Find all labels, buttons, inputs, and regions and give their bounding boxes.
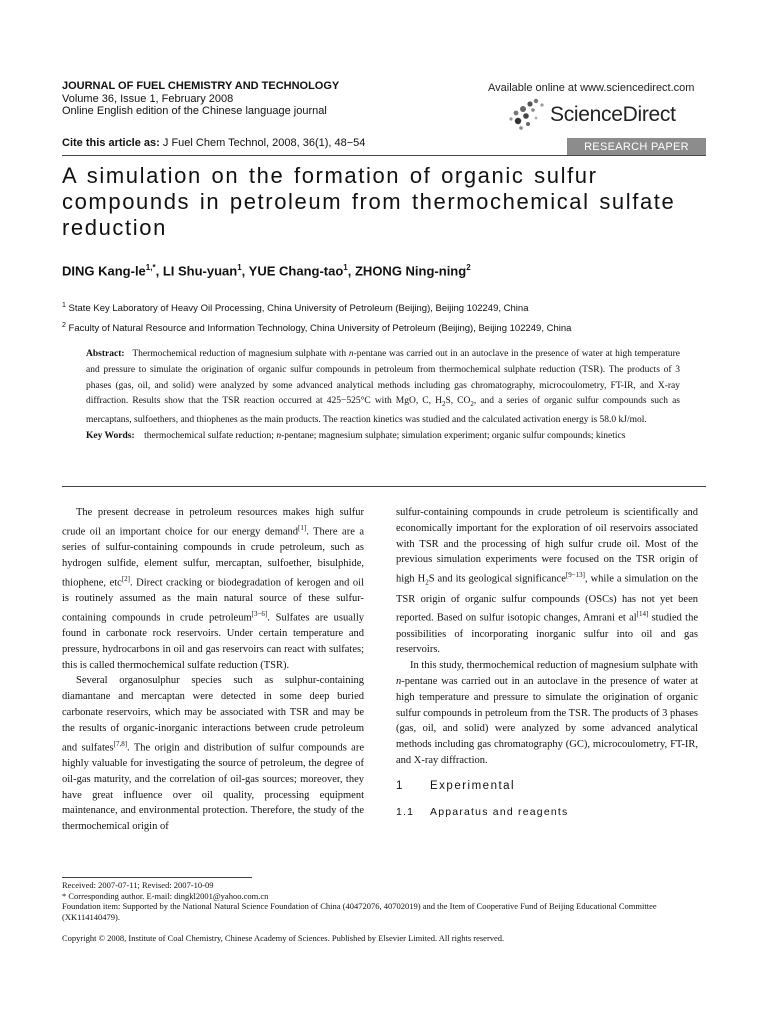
abstract-label: Abstract:	[86, 349, 125, 359]
journal-header	[62, 80, 482, 118]
footnote-divider	[62, 877, 252, 878]
keywords-part: -pentane; magnesium sulphate; simulation experiment; organic sulfur compounds; kinetics	[281, 430, 626, 441]
author-list	[62, 263, 471, 278]
affiliation-text: Faculty of Natural Resource and Information Technology, China University of Petroleum (Beijing), Beijing 102249, China	[68, 323, 572, 335]
citation-ref: [3−6]	[251, 609, 268, 618]
abstract-subscript: 2	[470, 400, 474, 409]
cite-text: J Fuel Chem Technol, 2008, 36(1), 48−54	[162, 137, 366, 149]
body-column-right	[396, 505, 698, 820]
abstract-part: S, CO	[445, 396, 471, 407]
citation-ref: [14]	[636, 610, 649, 619]
affiliation-text: State Key Laboratory of Heavy Oil Processing, China University of Petroleum (Beijing), Beijing 102249, China	[68, 303, 529, 315]
body-column-left	[62, 505, 364, 835]
subsection-number: 1.1	[396, 805, 415, 818]
citation-ref: [1]	[298, 523, 307, 532]
body-divider	[62, 486, 706, 487]
journal-name: JOURNAL OF FUEL CHEMISTRY AND TECHNOLOGY	[62, 80, 340, 92]
abstract-italic: n	[348, 349, 354, 359]
author-name: LI Shu-yuan	[162, 263, 238, 279]
author-separator: ,	[347, 263, 355, 279]
foundation-item: Foundation item: Supported by the National Natural Science Foundation of China (40472076, 40702019) and the Item of Cooperative Fund of Beijing Educational Committee (XK114140479).	[62, 901, 657, 922]
abstract	[86, 347, 680, 445]
header-divider	[62, 155, 706, 156]
journal-edition: Online English edition of the Chinese language journal	[62, 105, 327, 117]
cite-label: Cite this article as:	[62, 137, 160, 149]
keywords-italic: n	[276, 430, 282, 441]
section-number: 1	[396, 779, 404, 792]
sciencedirect-dots-icon	[506, 97, 548, 131]
citation-ref: [2]	[121, 574, 130, 583]
author-name: YUE Chang-tao	[248, 263, 344, 279]
affiliation-number: 1	[62, 302, 66, 309]
keywords-part: thermochemical sulfate reduction;	[144, 430, 274, 441]
abstract-part: Thermochemical reduction of magnesium sulphate with	[132, 349, 347, 359]
author-affil-mark: 1,*	[145, 263, 156, 272]
citation-ref: [9−13]	[565, 571, 585, 580]
abstract-text	[86, 347, 680, 429]
affiliation-item	[62, 317, 722, 337]
keywords	[86, 429, 680, 445]
subsection-heading	[396, 805, 698, 821]
affiliations	[62, 297, 722, 337]
section-title: Experimental	[430, 779, 516, 792]
sciencedirect-brand: ScienceDirect	[550, 103, 676, 126]
author-separator: ,	[241, 263, 249, 279]
italic-text: n	[396, 676, 402, 688]
cite-line	[62, 137, 365, 149]
body-paragraph: The present decrease in petroleum resources makes high sulfur crude oil an important choice for our energy demand[1]. There are a series of sulfur-containing compounds in crude petroleum, such as hydrogen sulfide, element sulfur, mercaptan, sulfoether, bisulphide, thiophene, etc[2]. Direct cracking or biodegradation of kerogen and oil is routinely assumed as the main natural source of these sulfur-containing compounds in crude petroleum[3−6]. Sulfates are usually found in carbonate rock reservoirs. Under certain temperature and pressure, hydrocarbons in oil and gas reservoirs can react with sulfates; this is called thermochemical sulfate reduction (TSR).	[62, 507, 364, 671]
subsection-title: Apparatus and reagents	[430, 805, 569, 818]
affiliation-number: 2	[62, 322, 66, 330]
section-heading	[396, 779, 698, 795]
sciencedirect-block	[488, 82, 713, 131]
footnotes	[62, 880, 710, 922]
abstract-subscript: 2	[441, 400, 446, 409]
corresponding-author: * Corresponding author. E-mail: dingkl2001@yahoo.com.cn	[62, 890, 269, 901]
author-affil-mark: 2	[466, 263, 471, 272]
available-online-text: Available online at www.sciencedirect.com	[488, 82, 695, 94]
journal-volume: Volume 36, Issue 1, February 2008	[62, 92, 234, 105]
body-paragraph: Several organosulphur species such as sulphur-containing diamantane and mercaptan were detected in some deep buried carbonate reservoirs, which may be associated with TSR and may be the results of organic-inorganic interactions between crude petroleum and sulfates[7,8]. The origin and distribution of sulfur compounds are highly valuable for investigating the source of petroleum, the degree of oil-gas maturity, and the correlation of oil-gas sources; moreover, they have great influence over oil quality, processing equipment maintenance, and environmental protection. Therefore, the study of the thermochemical origin of	[62, 675, 364, 833]
research-paper-badge: RESEARCH PAPER	[567, 138, 706, 156]
keywords-label: Key Words:	[86, 430, 135, 441]
author-affil-mark: 1	[343, 263, 348, 272]
body-paragraph: In this study, thermochemical reduction of magnesium sulphate with n-pentane was carried out in an autoclave in the presence of water at high temperature and pressure to simulate the origination of organic sulfur compounds in petroleum from the TSR. The products of 3 phases (gas, oil, and solid) were analyzed by some advanced analytical methods including gas chromatography (GC), microcoulometry, FT-IR, and X-ray diffraction.	[396, 660, 698, 767]
affiliation-item	[62, 297, 722, 317]
subscript: 2	[425, 578, 429, 587]
author-name: ZHONG Ning-ning	[354, 263, 467, 279]
sciencedirect-logo	[488, 97, 713, 131]
copyright: Copyright © 2008, Institute of Coal Chemistry, Chinese Academy of Sciences. Published by Elsevier Limited. All rights reserved.	[62, 933, 505, 943]
body-paragraph: sulfur-containing compounds in crude petroleum is scientifically and economically important for the exploration of oil reservoirs associated with TSR and the processing of high sulfur crude oil. Most of the previous simulation experiments were focused on the TSR origin of high $H_2S$ and its geological significance[9−13], while a simulation on the TSR origin of organic sulfur compounds (OSCs) has not yet been reported. Based on sulfur isotopic changes, Amrani et al[14] studied the possibilities of incorporating inorganic sulfur into oil and gas reservoirs.	[396, 507, 698, 656]
citation-ref: [7,8]	[113, 739, 128, 748]
author-name: DING Kang-le	[62, 263, 146, 279]
received-dates: Received: 2007-07-11; Revised: 2007-10-09	[62, 880, 214, 890]
author-affil-mark: 1	[237, 263, 242, 272]
abstract-part: -pentane was carried out in an autoclave in the presence of water at high temperature and pressure to simulate the origination of organic sulfur compounds in petroleum from thermochemical sulphate reduction (TSR). The products of 3 phases (gas, oil, and solid) were analyzed by some advanced analytical methods including gas chromatography, microcoulometry, FT-IR, and X-ray diffraction. Results show that the TSR reaction occurred at 425−525°C with MgO, C, H	[86, 349, 680, 407]
author-separator: ,	[155, 263, 163, 279]
paper-title: A simulation on the formation of organic sulfur compounds in petroleum from thermochemical sulfate reduction	[62, 163, 676, 240]
abstract-part: , and a series of organic sulfur compounds such as mercaptans, sulfoethers, and thiophenes as the main products. The reaction kinetics was studied and the calculated activation energy is 58.0 kJ/mol.	[86, 396, 681, 426]
